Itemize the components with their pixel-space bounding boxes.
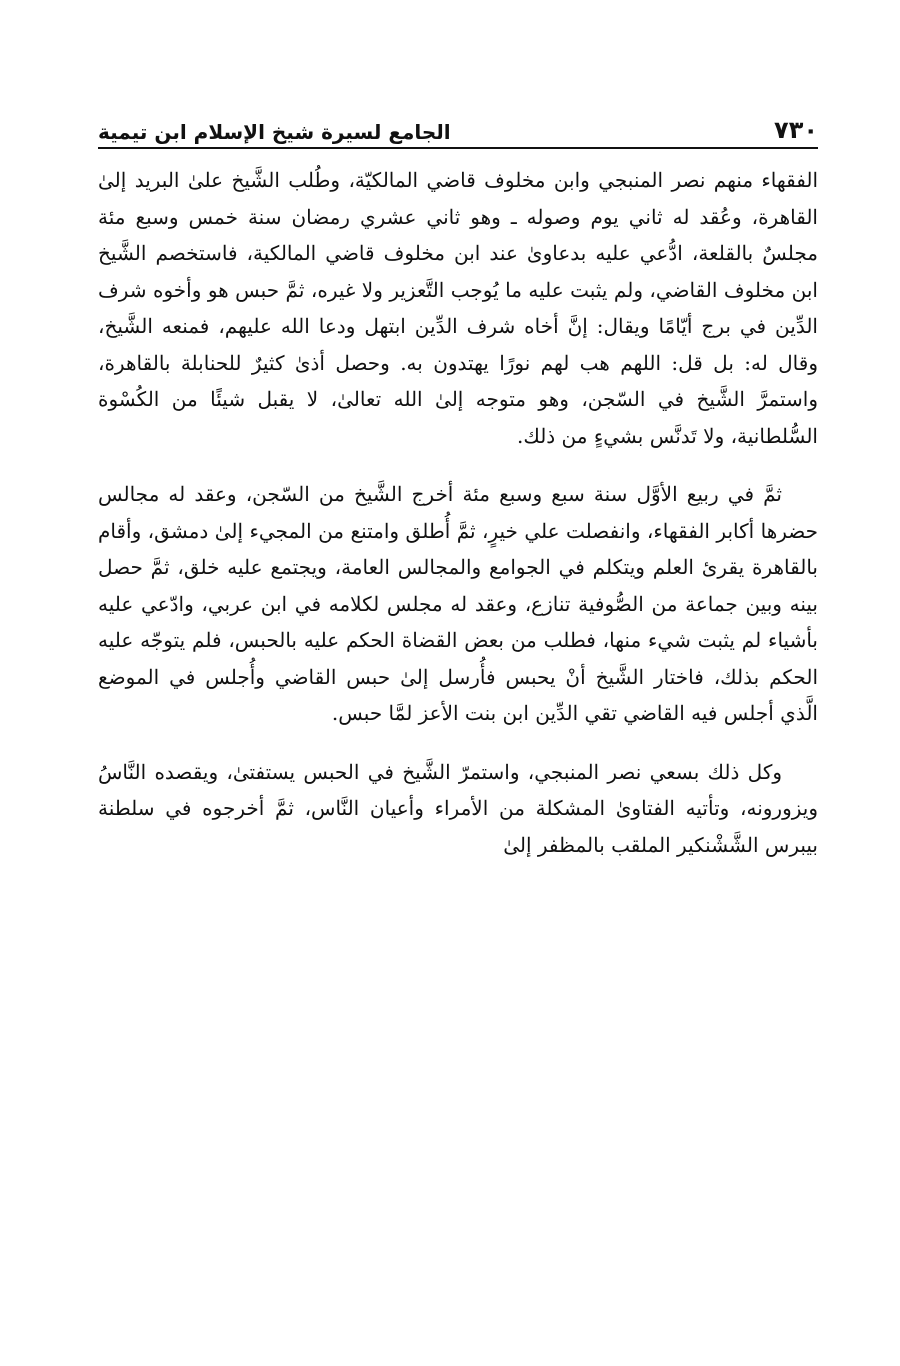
page-body (98, 162, 818, 863)
header-rule (98, 147, 818, 149)
paragraph-2: ثمَّ في ربيع الأوَّل سنة سبع وسبع مئة أخرج الشَّيخ من السّجن، وعقد له مجالس حضرها أكابر الفقهاء، وانفصلت علي خيرٍ، ثمَّ أُطلق وامتنع من المجيء إلىٰ دمشق، وأقام بالقاهرة يقرئ العلم ويتكلم في الجوامع والمجالس العامة، ويجتمع عليه خلق، ثمَّ حصل بينه وبين جماعة من الصُّوفية تنازع، وعقد له مجلس لكلامه في ابن عربي، وادّعي عليه بأشياء لم يثبت شيء منها، فطلب من بعض القضاة الحكم عليه بالحبس، فلم يتوجّه عليه الحكم بذلك، فاختار الشَّيخ أنْ يحبس فأُرسل إلىٰ حبس القاضي وأُجلس في الموضع الَّذي أجلس فيه القاضي تقي الدِّين ابن بنت الأعز لمَّا حبس. (98, 482, 818, 725)
page-number: ٧٣٠ (774, 116, 818, 144)
paragraph-1: الفقهاء منهم نصر المنبجي وابن مخلوف قاضي المالكيّة، وطُلب الشَّيخ علىٰ البريد إلىٰ القاهرة، وعُقد له ثاني يوم وصوله ـ وهو ثاني عشري رمضان سنة خمس وسبع مئة مجلسٌ بالقلعة، ادُّعي عليه بدعاوىٰ عند ابن مخلوف قاضي المالكية، فاستخصم الشَّيخ ابن مخلوف القاضي، ولم يثبت عليه ما يُوجب التَّعزير ولا غيره، ثمَّ حبس هو وأخوه شرف الدِّين في برج أيّامًا ويقال: إنَّ أخاه شرف الدِّين ابتهل ودعا الله عليهم، فمنعه الشَّيخ، وقال له: بل قل: اللهم هب لهم نورًا يهتدون به. وحصل أذىٰ كثيرٌ للحنابلة بالقاهرة، واستمرَّ الشَّيخ في السّجن، وهو متوجه إلىٰ الله تعالىٰ، لا يقبل شيئًا من الكُسْوة السُّلطانية، ولا تَدنَّس بشيءٍ من ذلك. (98, 168, 818, 448)
paragraph-3: وكل ذلك بسعي نصر المنبجي، واستمرّ الشَّيخ في الحبس يستفتىٰ، ويقصده النَّاسُ ويزورونه، وتأتيه الفتاوىٰ المشكلة من الأمراء وأعيان النَّاس، ثمَّ أخرجوه في سلطنة بيبرس الشَّشْنكير الملقب بالمظفر إلىٰ (98, 759, 818, 857)
running-title: الجامع لسيرة شيخ الإسلام ابن تيمية (98, 120, 451, 144)
page-header (98, 104, 818, 144)
